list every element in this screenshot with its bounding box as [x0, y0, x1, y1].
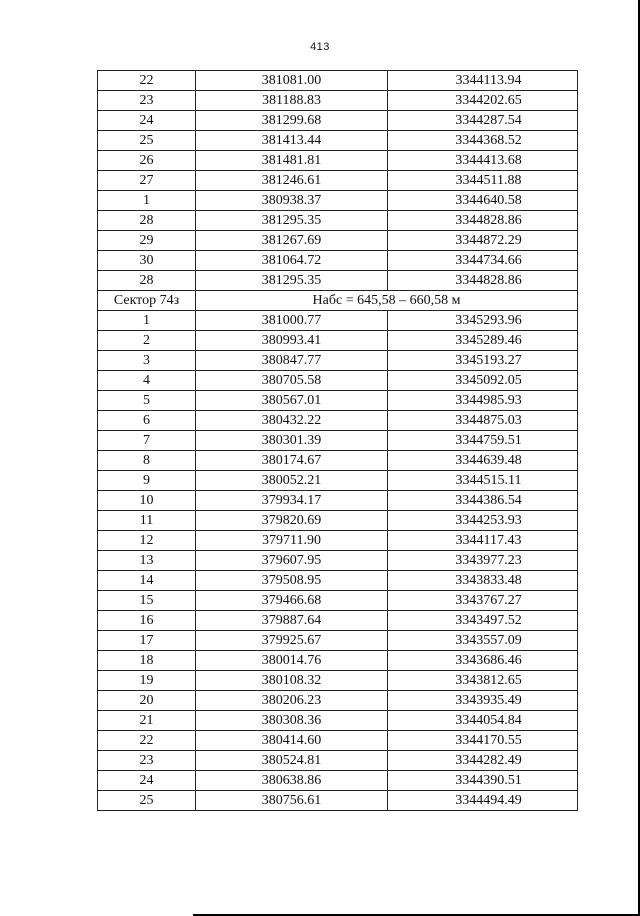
cell-text: 3344282.49	[455, 753, 522, 768]
cell-text: 3344872.29	[455, 233, 522, 248]
cell-text: 3344113.94	[455, 73, 522, 88]
cell-text: 380206.23	[261, 693, 322, 708]
point-number-cell	[98, 691, 196, 711]
cell-text: 1	[143, 193, 150, 208]
x-coordinate-cell	[196, 631, 388, 651]
point-number-cell	[98, 91, 196, 111]
y-coordinate-cell	[388, 171, 578, 191]
y-coordinate-cell	[388, 231, 578, 251]
coordinates-table-body	[98, 71, 578, 811]
y-coordinate-cell	[388, 151, 578, 171]
cell-text: 380993.41	[261, 333, 322, 348]
x-coordinate-cell	[196, 671, 388, 691]
y-coordinate-cell	[388, 71, 578, 91]
cell-text: 20	[139, 693, 154, 708]
point-number-cell	[98, 71, 196, 91]
point-number-cell	[98, 451, 196, 471]
cell-text: 3344170.55	[455, 733, 522, 748]
cell-text: 21	[139, 713, 154, 728]
point-number-cell	[98, 251, 196, 271]
y-coordinate-cell	[388, 611, 578, 631]
x-coordinate-cell	[196, 611, 388, 631]
x-coordinate-cell	[196, 111, 388, 131]
point-number-cell	[98, 631, 196, 651]
cell-text: 3343935.49	[455, 693, 522, 708]
cell-text: 381081.00	[261, 73, 322, 88]
x-coordinate-cell	[196, 711, 388, 731]
cell-text: 3344117.43	[455, 533, 522, 548]
y-coordinate-cell	[388, 591, 578, 611]
cell-text: 379820.69	[261, 513, 322, 528]
y-coordinate-cell	[388, 711, 578, 731]
cell-text: 381295.35	[261, 273, 322, 288]
y-coordinate-cell	[388, 431, 578, 451]
table-row	[98, 691, 578, 711]
x-coordinate-cell	[196, 131, 388, 151]
x-coordinate-cell	[196, 651, 388, 671]
cell-text: 3344828.86	[455, 273, 522, 288]
table-row	[98, 511, 578, 531]
y-coordinate-cell	[388, 511, 578, 531]
point-number-cell	[98, 151, 196, 171]
table-row	[98, 391, 578, 411]
page-number: 413	[310, 41, 330, 53]
cell-text: 3344413.68	[455, 153, 522, 168]
cell-text: 3345289.46	[455, 333, 522, 348]
cell-text: 26	[139, 153, 154, 168]
cell-text: 24	[139, 773, 154, 788]
point-number-cell	[98, 271, 196, 291]
sector-height-range: Набс = 645,58 – 660,58 м	[196, 291, 578, 311]
point-number-cell	[98, 511, 196, 531]
point-number-cell	[98, 671, 196, 691]
table-row	[98, 731, 578, 751]
cell-text: 380567.01	[261, 393, 322, 408]
cell-text: 379466.68	[261, 593, 322, 608]
table-row	[98, 371, 578, 391]
cell-text: 28	[139, 213, 154, 228]
cell-text: 381064.72	[261, 253, 322, 268]
cell-text: 3344985.93	[455, 393, 522, 408]
x-coordinate-cell	[196, 691, 388, 711]
point-number-cell	[98, 751, 196, 771]
cell-text: 8	[143, 453, 150, 468]
cell-text: 30	[139, 253, 154, 268]
point-number-cell	[98, 311, 196, 331]
x-coordinate-cell	[196, 371, 388, 391]
cell-text: 25	[139, 793, 154, 808]
table-row	[98, 171, 578, 191]
y-coordinate-cell	[388, 371, 578, 391]
table-row	[98, 591, 578, 611]
cell-text: 4	[143, 373, 150, 388]
y-coordinate-cell	[388, 531, 578, 551]
x-coordinate-cell	[196, 411, 388, 431]
y-coordinate-cell	[388, 671, 578, 691]
cell-text: 24	[139, 113, 154, 128]
point-number-cell	[98, 771, 196, 791]
point-number-cell	[98, 531, 196, 551]
x-coordinate-cell	[196, 571, 388, 591]
cell-text: 380432.22	[261, 413, 322, 428]
table-row	[98, 771, 578, 791]
x-coordinate-cell	[196, 331, 388, 351]
cell-text: 381246.61	[261, 173, 322, 188]
cell-text: 380938.37	[261, 193, 322, 208]
cell-text: 23	[139, 93, 154, 108]
cell-text: 23	[139, 753, 154, 768]
table-row	[98, 411, 578, 431]
cell-text: 13	[139, 553, 154, 568]
cell-text: 3344875.03	[455, 413, 522, 428]
x-coordinate-cell	[196, 391, 388, 411]
table-row	[98, 91, 578, 111]
cell-text: 3344368.52	[455, 133, 522, 148]
y-coordinate-cell	[388, 451, 578, 471]
x-coordinate-cell	[196, 351, 388, 371]
x-coordinate-cell	[196, 91, 388, 111]
cell-text: 381000.77	[261, 313, 322, 328]
x-coordinate-cell	[196, 531, 388, 551]
table-row	[98, 471, 578, 491]
cell-text: 379711.90	[262, 533, 321, 548]
x-coordinate-cell	[196, 471, 388, 491]
cell-text: 380705.58	[261, 373, 322, 388]
cell-text: 380524.81	[261, 753, 322, 768]
table-row	[98, 251, 578, 271]
cell-text: 3344639.48	[455, 453, 522, 468]
y-coordinate-cell	[388, 91, 578, 111]
y-coordinate-cell	[388, 271, 578, 291]
cell-text: 3343497.52	[455, 613, 522, 628]
cell-text: 12	[139, 533, 154, 548]
cell-text: 1	[143, 313, 150, 328]
point-number-cell	[98, 171, 196, 191]
cell-text: 3344253.93	[455, 513, 522, 528]
point-number-cell	[98, 431, 196, 451]
cell-text: 3343833.48	[455, 573, 522, 588]
cell-text: 379887.64	[261, 613, 322, 628]
table-row	[98, 331, 578, 351]
cell-text: 3344828.86	[455, 213, 522, 228]
cell-text: 18	[139, 653, 154, 668]
cell-text: 3344494.49	[455, 793, 522, 808]
cell-text: 381295.35	[261, 213, 322, 228]
cell-text: 380414.60	[261, 733, 322, 748]
cell-text: 380756.61	[261, 793, 322, 808]
cell-text: 3344287.54	[455, 113, 522, 128]
x-coordinate-cell	[196, 551, 388, 571]
table-row	[98, 651, 578, 671]
cell-text: 380301.39	[261, 433, 322, 448]
cell-text: 15	[139, 593, 154, 608]
y-coordinate-cell	[388, 691, 578, 711]
point-number-cell	[98, 591, 196, 611]
y-coordinate-cell	[388, 651, 578, 671]
cell-text: 5	[143, 393, 150, 408]
table-row	[98, 611, 578, 631]
cell-text: 380638.86	[261, 773, 322, 788]
x-coordinate-cell	[196, 731, 388, 751]
cell-text: 3344759.51	[455, 433, 522, 448]
table-row	[98, 191, 578, 211]
cell-text: 3343812.65	[455, 673, 522, 688]
cell-text: 3344386.54	[455, 493, 522, 508]
point-number-cell	[98, 491, 196, 511]
cell-text: 3343767.27	[455, 593, 522, 608]
y-coordinate-cell	[388, 311, 578, 331]
x-coordinate-cell	[196, 311, 388, 331]
table-row	[98, 311, 578, 331]
sector-header-row	[98, 291, 578, 311]
cell-text: 381413.44	[261, 133, 322, 148]
cell-text: 3343686.46	[455, 653, 522, 668]
cell-text: 28	[139, 273, 154, 288]
x-coordinate-cell	[196, 271, 388, 291]
cell-text: 3345293.96	[455, 313, 522, 328]
y-coordinate-cell	[388, 631, 578, 651]
y-coordinate-cell	[388, 571, 578, 591]
table-row	[98, 151, 578, 171]
cell-text: 29	[139, 233, 154, 248]
cell-text: 2	[143, 333, 150, 348]
cell-text: 3344515.11	[455, 473, 522, 488]
point-number-cell	[98, 791, 196, 811]
table-row	[98, 351, 578, 371]
cell-text: 380174.67	[261, 453, 322, 468]
table-row	[98, 711, 578, 731]
table-row	[98, 631, 578, 651]
y-coordinate-cell	[388, 211, 578, 231]
cell-text: 22	[139, 733, 154, 748]
cell-text: 381188.83	[262, 93, 321, 108]
cell-text: 3344390.51	[455, 773, 522, 788]
y-coordinate-cell	[388, 111, 578, 131]
x-coordinate-cell	[196, 511, 388, 531]
y-coordinate-cell	[388, 751, 578, 771]
cell-text: 3344202.65	[455, 93, 522, 108]
y-coordinate-cell	[388, 471, 578, 491]
y-coordinate-cell	[388, 131, 578, 151]
table-row	[98, 491, 578, 511]
point-number-cell	[98, 471, 196, 491]
y-coordinate-cell	[388, 791, 578, 811]
point-number-cell	[98, 651, 196, 671]
table-row	[98, 671, 578, 691]
table-row	[98, 791, 578, 811]
x-coordinate-cell	[196, 71, 388, 91]
cell-text: 379925.67	[261, 633, 322, 648]
cell-text: 25	[139, 133, 154, 148]
cell-text: 9	[143, 473, 150, 488]
point-number-cell	[98, 231, 196, 251]
table-row	[98, 111, 578, 131]
cell-text: 3344054.84	[455, 713, 522, 728]
point-number-cell	[98, 331, 196, 351]
cell-text: 380847.77	[261, 353, 322, 368]
table-row	[98, 431, 578, 451]
cell-text: 7	[143, 433, 150, 448]
y-coordinate-cell	[388, 411, 578, 431]
sector-label: Сектор 74з	[98, 291, 196, 311]
point-number-cell	[98, 571, 196, 591]
table-row	[98, 231, 578, 251]
cell-text: 10	[139, 493, 154, 508]
x-coordinate-cell	[196, 211, 388, 231]
y-coordinate-cell	[388, 331, 578, 351]
y-coordinate-cell	[388, 251, 578, 271]
cell-text: 379934.17	[261, 493, 322, 508]
table-row	[98, 551, 578, 571]
point-number-cell	[98, 351, 196, 371]
point-number-cell	[98, 611, 196, 631]
cell-text: 3345193.27	[455, 353, 522, 368]
cell-text: 379607.95	[261, 553, 322, 568]
cell-text: 3344734.66	[455, 253, 522, 268]
cell-text: 3	[143, 353, 150, 368]
y-coordinate-cell	[388, 551, 578, 571]
cell-text: 17	[139, 633, 154, 648]
table-row	[98, 751, 578, 771]
cell-text: 381481.81	[261, 153, 322, 168]
point-number-cell	[98, 391, 196, 411]
table-row	[98, 131, 578, 151]
x-coordinate-cell	[196, 591, 388, 611]
point-number-cell	[98, 731, 196, 751]
cell-text: 27	[139, 173, 154, 188]
cell-text: 14	[139, 573, 154, 588]
cell-text: 3344511.88	[455, 173, 522, 188]
cell-text: 3345092.05	[455, 373, 522, 388]
table-row	[98, 571, 578, 591]
point-number-cell	[98, 371, 196, 391]
cell-text: 380108.32	[261, 673, 322, 688]
cell-text: 380052.21	[261, 473, 322, 488]
table-row	[98, 71, 578, 91]
cell-text: 11	[139, 513, 154, 528]
x-coordinate-cell	[196, 191, 388, 211]
y-coordinate-cell	[388, 351, 578, 371]
y-coordinate-cell	[388, 771, 578, 791]
x-coordinate-cell	[196, 771, 388, 791]
table-row	[98, 531, 578, 551]
x-coordinate-cell	[196, 491, 388, 511]
x-coordinate-cell	[196, 791, 388, 811]
x-coordinate-cell	[196, 151, 388, 171]
cell-text: 381299.68	[261, 113, 322, 128]
cell-text: 380308.36	[261, 713, 322, 728]
y-coordinate-cell	[388, 491, 578, 511]
x-coordinate-cell	[196, 171, 388, 191]
cell-text: 3344640.58	[455, 193, 522, 208]
x-coordinate-cell	[196, 431, 388, 451]
x-coordinate-cell	[196, 451, 388, 471]
table-row	[98, 451, 578, 471]
cell-text: 22	[139, 73, 154, 88]
table-row	[98, 211, 578, 231]
x-coordinate-cell	[196, 251, 388, 271]
y-coordinate-cell	[388, 191, 578, 211]
point-number-cell	[98, 711, 196, 731]
point-number-cell	[98, 551, 196, 571]
cell-text: 16	[139, 613, 154, 628]
cell-text: 6	[143, 413, 150, 428]
point-number-cell	[98, 411, 196, 431]
cell-text: 381267.69	[261, 233, 322, 248]
point-number-cell	[98, 191, 196, 211]
cell-text: 379508.95	[261, 573, 322, 588]
coordinates-table	[97, 70, 578, 811]
point-number-cell	[98, 131, 196, 151]
y-coordinate-cell	[388, 731, 578, 751]
point-number-cell	[98, 211, 196, 231]
point-number-cell	[98, 111, 196, 131]
x-coordinate-cell	[196, 231, 388, 251]
cell-text: 19	[139, 673, 154, 688]
cell-text: 3343557.09	[455, 633, 522, 648]
y-coordinate-cell	[388, 391, 578, 411]
cell-text: 380014.76	[261, 653, 322, 668]
cell-text: 3343977.23	[455, 553, 522, 568]
x-coordinate-cell	[196, 751, 388, 771]
table-row	[98, 271, 578, 291]
